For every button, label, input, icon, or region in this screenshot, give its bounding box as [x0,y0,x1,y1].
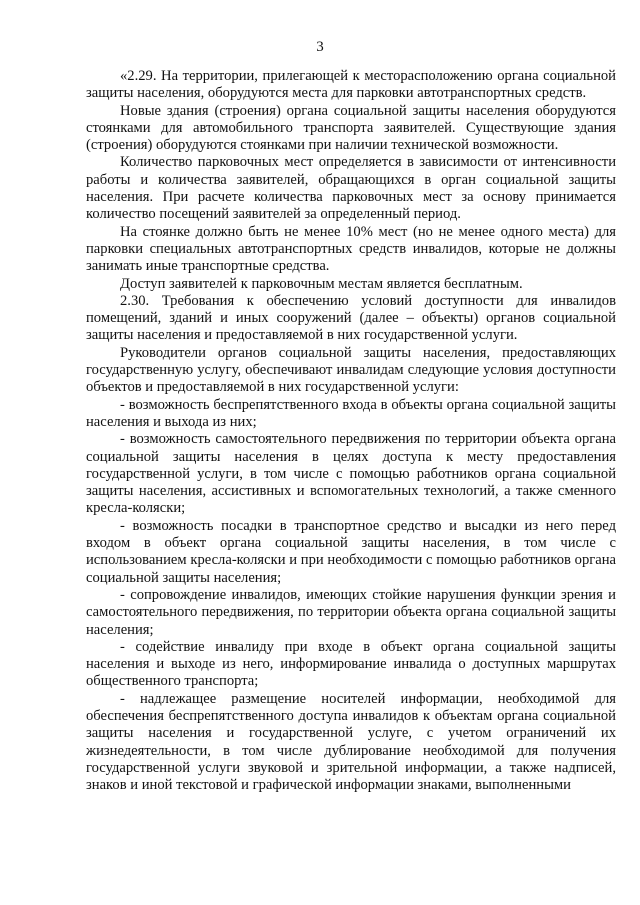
document-body [86,68,616,794]
list-item-information: - надлежащее размещение носителей информации, необходимой для обеспечения беспрепятственного доступа инвалидов к объектам органа социальной защиты населения и государственной услуге, с учетом ограничений их жизнедеятельности, в том числе дублирование необходимой для получения государственной услуги звуковой и зрительной информации, а также надписей, знаков и иной текстовой и графической информации знаками, выполненными [86,690,616,794]
paragraph-disabled-parking: На стоянке должно быть не менее 10% мест (но не менее одного места) для парковки специальных автотранспортных средств инвалидов, которые не должны занимать иные транспортные средства. [86,223,616,275]
paragraph-free-access: Доступ заявителей к парковочным местам является бесплатным. [120,275,523,292]
list-item-entry-exit: - возможность беспрепятственного входа в объекты органа социальной защиты населения и выхода из них; [86,396,616,430]
paragraph-managers: Руководители органов социальной защиты населения, предоставляющих государственную услугу, обеспечивают инвалидам следующие условия доступности объектов и предоставляемой в них государственной услуги: [86,344,616,396]
paragraph-new-buildings: Новые здания (строения) органа социальной защиты населения оборудуются стоянками для автомобильного транспорта заявителей. Существующие здания (строения) оборудуются стоянками при наличии технической возможности. [86,102,616,154]
list-item-movement: - возможность самостоятельного передвижения по территории объекта органа социальной защиты населения в целях доступа к месту предоставления государственной услуги, в том числе с помощью работников органа социальной защиты населения, ассистивных и вспомогательных технологий, а также сменного кресла-коляски; [86,431,616,517]
page-number: 3 [316,39,324,55]
paragraph-2-29: «2.29. На территории, прилегающей к месторасположению органа социальной защиты населения, оборудуются места для парковки автотранспортных средств. [86,68,616,102]
list-item-escort: - сопровождение инвалидов, имеющих стойкие нарушения функции зрения и самостоятельного передвижения, по территории объекта органа социальной защиты населения; [86,586,616,638]
list-item-assistance: - содействие инвалиду при входе в объект органа социальной защиты населения и выходе из него, информирование инвалида о доступных маршрутах общественного транспорта; [86,638,616,690]
paragraph-2-30: 2.30. Требования к обеспечению условий доступности для инвалидов помещений, зданий и иных сооружений (далее – объекты) органов социальной защиты населения и предоставляемой в них государственной услуги. [86,292,616,344]
paragraph-parking-count: Количество парковочных мест определяется в зависимости от интенсивности работы и количества заявителей, обращающихся в орган социальной защиты населения. При расчете количества парковочных мест за основу принимается количество посещений заявителей за определенный период. [86,154,616,223]
list-item-boarding: - возможность посадки в транспортное средство и высадки из него перед входом в объект органа социальной защиты населения, в том числе с использованием кресла-коляски и при необходимости с помощью работников органа социальной защиты населения; [86,517,616,586]
